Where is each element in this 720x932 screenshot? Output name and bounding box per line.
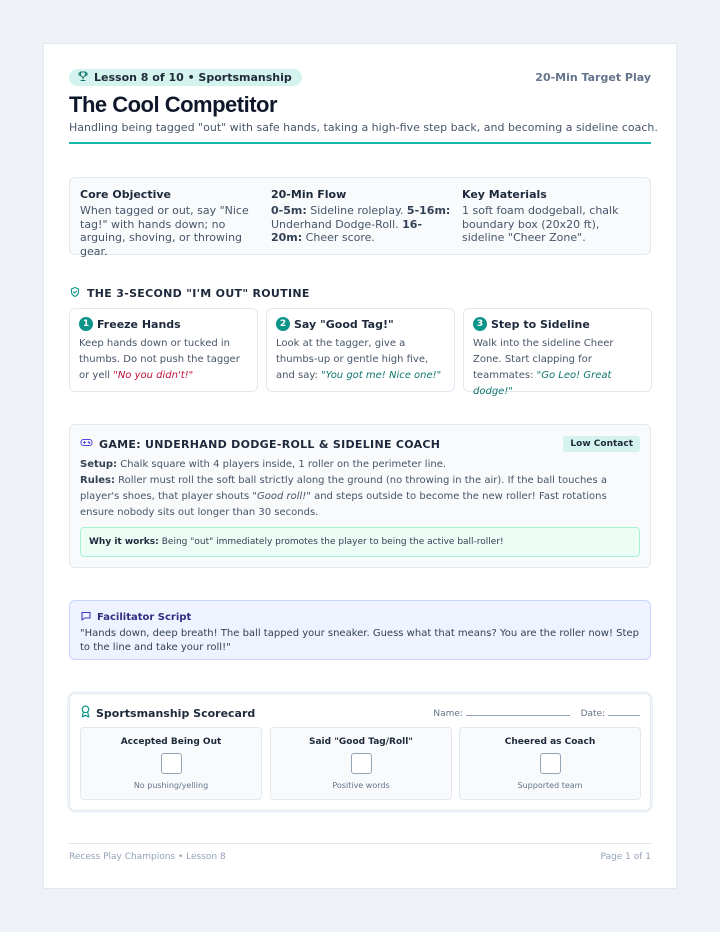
step-text: Walk into the sideline Cheer Zone. Start clapping for teammates: "Go Leo! Great dodge!" — [473, 338, 614, 397]
header-divider — [69, 142, 651, 144]
flow-text: 0-5m: Sideline roleplay. 5-16m: Underhand Dodge-Roll. 16-20m: Cheer score. — [271, 204, 451, 244]
lesson-pill — [69, 69, 302, 86]
why-label: Why it works: — [89, 537, 159, 547]
said-good-tag-checkbox[interactable] — [351, 753, 372, 774]
contact-level-badge: Low Contact — [563, 436, 640, 452]
overview-panel — [69, 177, 651, 258]
step-title: Say "Good Tag!" — [294, 317, 394, 331]
scorecard-item-sub: Positive words — [332, 781, 390, 790]
key-materials-heading: Key Materials — [462, 188, 547, 201]
accepted-out-checkbox[interactable] — [161, 753, 182, 774]
step-number-badge: 2 — [276, 317, 290, 331]
scorecard-item-cheered-coach — [459, 727, 641, 800]
target-duration: 20-Min Target Play — [535, 71, 651, 84]
step-quote: "No you didn't!" — [113, 370, 194, 381]
why-text: Being "out" immediately promotes the player to being the active ball-roller! — [161, 537, 504, 547]
name-date-fields — [433, 707, 640, 719]
game-panel — [69, 424, 651, 568]
game-heading — [80, 437, 440, 451]
page-title: The Cool Competitor — [69, 92, 278, 117]
key-materials-text: 1 soft foam dodgeball, chalk boundary box (20x20 ft), sideline "Cheer Zone". — [462, 204, 619, 244]
scorecard-item-said-good-tag — [270, 727, 452, 800]
scorecard-item-sub: No pushing/yelling — [133, 781, 209, 790]
scorecard-item-sub: Supported team — [517, 781, 583, 790]
footer-divider — [69, 843, 651, 844]
flow-heading: 20-Min Flow — [271, 188, 347, 201]
name-field[interactable] — [466, 707, 570, 716]
step-number-badge: 3 — [473, 317, 487, 331]
date-field[interactable] — [608, 707, 640, 716]
script-text: "Hands down, deep breath! The ball tapped your sneaker. Guess what that means? You are the roller now! Step to the line and take your roll!" — [80, 628, 639, 653]
script-heading — [80, 610, 191, 625]
step-title: Step to Sideline — [491, 317, 590, 331]
scorecard-item-title: Said "Good Tag/Roll" — [309, 737, 413, 747]
scorecard-title: Sportsmanship Scorecard — [96, 706, 256, 720]
name-label: Name: — [433, 709, 463, 719]
gamepad-icon — [80, 437, 93, 451]
scorecard-heading — [80, 705, 255, 721]
game-description — [80, 457, 640, 521]
facilitator-script — [69, 600, 651, 660]
step-text: Look at the tagger, give a thumbs-up or gentle high five, and say: "You got me! Nice one!" — [276, 338, 442, 381]
core-objective-heading: Core Objective — [80, 188, 171, 201]
game-rules: Rules: Roller must roll the soft ball strictly along the ground (no throwing in the air). If the ball touches a player's shoes, that player shouts "Good roll!" and steps outside to become the new roller! Fast rotations ensure nobody sits out longer than 30 seconds. — [80, 475, 607, 518]
routine-heading — [69, 286, 310, 301]
step-number-badge: 1 — [79, 317, 93, 331]
scorecard-item-title: Accepted Being Out — [120, 737, 222, 747]
routine-step-2 — [266, 308, 455, 392]
step-quote: "You got me! Nice one!" — [321, 370, 442, 381]
cheered-coach-checkbox[interactable] — [540, 753, 561, 774]
flow — [271, 188, 451, 245]
page-subtitle: Handling being tagged "out" with safe hands, taking a high-five step back, and becoming a sideline coach. — [69, 121, 658, 134]
game-title: GAME: UNDERHAND DODGE-ROLL & SIDELINE COACH — [99, 437, 441, 451]
scorecard-item-accepted-out — [80, 727, 262, 800]
script-title: Facilitator Script — [97, 612, 192, 623]
step-text: Keep hands down or tucked in thumbs. Do not push the tagger or yell "No you didn't!" — [79, 338, 240, 381]
routine-step-3 — [463, 308, 652, 397]
scorecard-item-title: Cheered as Coach — [504, 737, 596, 747]
lesson-pill-label: Lesson 8 of 10 • Sportsmanship — [94, 71, 292, 84]
chat-icon — [80, 610, 92, 625]
footer-series: Recess Play Champions • Lesson 8 — [69, 852, 226, 862]
award-icon — [80, 705, 91, 721]
footer-page-number: Page 1 of 1 — [600, 852, 651, 862]
step-title: Freeze Hands — [97, 317, 181, 331]
core-objective-text: When tagged or out, say "Nice tag!" with hands down; no arguing, shoving, or throwing gear. — [80, 204, 249, 258]
why-it-works-callout — [80, 527, 640, 557]
date-label: Date: — [580, 709, 606, 719]
lesson-page — [43, 43, 677, 889]
core-objective — [80, 188, 260, 258]
key-materials — [462, 188, 642, 245]
game-setup: Setup: Chalk square with 4 players inside, 1 roller on the perimeter line. — [80, 459, 447, 470]
sportsmanship-scorecard — [69, 693, 651, 811]
shield-icon — [69, 286, 81, 301]
step-quote: "Go Leo! Great dodge!" — [473, 370, 612, 397]
routine-step-1 — [69, 308, 258, 392]
trophy-icon — [77, 70, 89, 85]
routine-heading-label: THE 3-SECOND "I'M OUT" ROUTINE — [87, 287, 310, 300]
